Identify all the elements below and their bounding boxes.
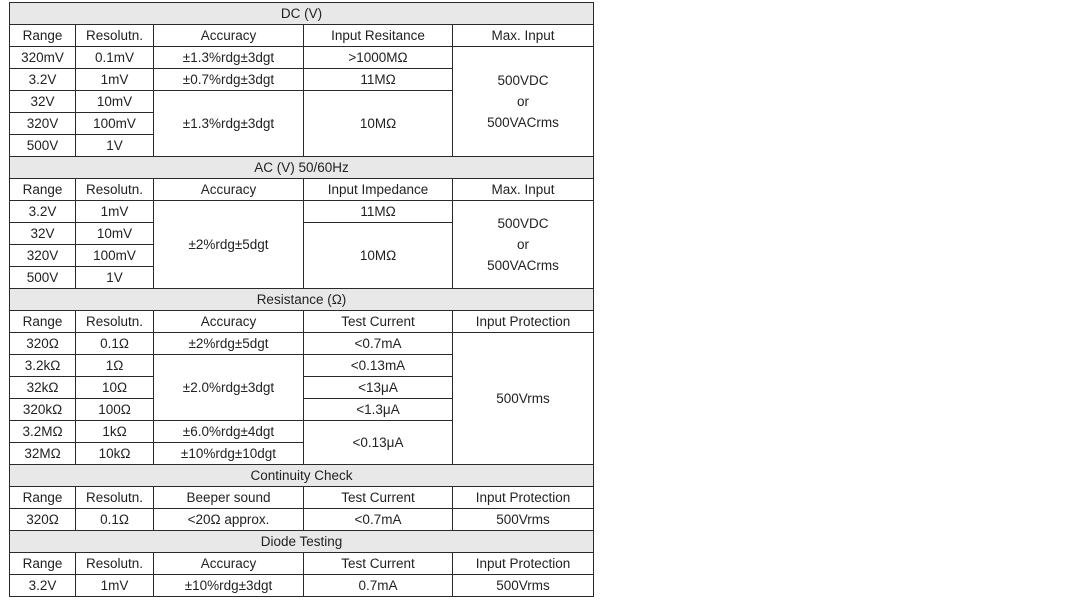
header-cell: Test Current — [304, 311, 453, 333]
range-cell: 3.2MΩ — [10, 421, 76, 443]
header-cell: Accuracy — [154, 179, 304, 201]
header-row — [10, 179, 594, 201]
test-current-cell: <1.3μA — [304, 399, 453, 421]
header-row — [10, 311, 594, 333]
resolution-cell: 10mV — [76, 223, 154, 245]
impedance-cell: 10MΩ — [304, 223, 453, 289]
header-cell: Resolutn. — [76, 311, 154, 333]
resistance-cell: 11MΩ — [304, 69, 453, 91]
header-cell: Range — [10, 553, 76, 575]
accuracy-cell: ±2%rdg±5dgt — [154, 201, 304, 289]
header-cell: Input Impedance — [304, 179, 453, 201]
header-cell: Range — [10, 311, 76, 333]
resolution-cell: 1mV — [76, 201, 154, 223]
range-cell: 500V — [10, 267, 76, 289]
section-title-row — [10, 3, 594, 25]
range-cell: 320V — [10, 113, 76, 135]
continuity-title: Continuity Check — [10, 465, 594, 487]
range-cell: 32V — [10, 91, 76, 113]
resolution-cell: 100mV — [76, 245, 154, 267]
resolution-cell: 10kΩ — [76, 443, 154, 465]
header-cell: Resolutn. — [76, 553, 154, 575]
header-cell: Range — [10, 25, 76, 47]
range-cell: 32kΩ — [10, 377, 76, 399]
resolution-cell: 1V — [76, 267, 154, 289]
accuracy-cell: ±1.3%rdg±3dgt — [154, 91, 304, 157]
input-protection-cell: 500Vrms — [453, 509, 594, 531]
test-current-cell: 0.7mA — [304, 575, 453, 597]
table-row — [10, 333, 594, 355]
header-cell: Input Protection — [453, 553, 594, 575]
range-cell: 320Ω — [10, 333, 76, 355]
header-cell: Test Current — [304, 487, 453, 509]
resolution-cell: 100mV — [76, 113, 154, 135]
impedance-cell: 11MΩ — [304, 201, 453, 223]
resolution-cell: 0.1Ω — [76, 509, 154, 531]
header-cell: Input Protection — [453, 487, 594, 509]
header-row — [10, 25, 594, 47]
accuracy-cell: ±6.0%rdg±4dgt — [154, 421, 304, 443]
test-current-cell: <0.7mA — [304, 333, 453, 355]
accuracy-cell: ±1.3%rdg±3dgt — [154, 47, 304, 69]
range-cell: 500V — [10, 135, 76, 157]
section-title-row — [10, 531, 594, 553]
range-cell: 3.2V — [10, 69, 76, 91]
max-input-cell: 500VDC or 500VACrms — [453, 201, 594, 289]
header-row — [10, 487, 594, 509]
header-cell: Input Protection — [453, 311, 594, 333]
range-cell: 320kΩ — [10, 399, 76, 421]
resolution-cell: 1mV — [76, 575, 154, 597]
spec-table — [9, 2, 594, 597]
range-cell: 320V — [10, 245, 76, 267]
input-protection-cell: 500Vrms — [453, 575, 594, 597]
range-cell: 320mV — [10, 47, 76, 69]
dc-title: DC (V) — [10, 3, 594, 25]
range-cell: 320Ω — [10, 509, 76, 531]
resolution-cell: 1V — [76, 135, 154, 157]
ac-title: AC (V) 50/60Hz — [10, 157, 594, 179]
table-row — [10, 509, 594, 531]
header-cell: Range — [10, 487, 76, 509]
beeper-cell: <20Ω approx. — [154, 509, 304, 531]
header-row — [10, 553, 594, 575]
resistance-cell: 10MΩ — [304, 91, 453, 157]
accuracy-cell: ±10%rdg±10dgt — [154, 443, 304, 465]
section-title-row — [10, 157, 594, 179]
diode-title: Diode Testing — [10, 531, 594, 553]
accuracy-cell: ±10%rdg±3dgt — [154, 575, 304, 597]
range-cell: 3.2V — [10, 201, 76, 223]
accuracy-cell: ±2%rdg±5dgt — [154, 333, 304, 355]
table-row — [10, 47, 594, 69]
header-cell: Resolutn. — [76, 487, 154, 509]
header-cell: Max. Input — [453, 179, 594, 201]
resistance-cell: >1000MΩ — [304, 47, 453, 69]
range-cell: 32V — [10, 223, 76, 245]
resolution-cell: 1Ω — [76, 355, 154, 377]
header-cell: Resolutn. — [76, 25, 154, 47]
resolution-cell: 1mV — [76, 69, 154, 91]
test-current-cell: <0.13μA — [304, 421, 453, 465]
range-cell: 3.2kΩ — [10, 355, 76, 377]
resolution-cell: 10Ω — [76, 377, 154, 399]
resolution-cell: 1kΩ — [76, 421, 154, 443]
accuracy-cell: ±2.0%rdg±3dgt — [154, 355, 304, 421]
resolution-cell: 10mV — [76, 91, 154, 113]
resistance-title: Resistance (Ω) — [10, 289, 594, 311]
resolution-cell: 100Ω — [76, 399, 154, 421]
accuracy-cell: ±0.7%rdg±3dgt — [154, 69, 304, 91]
header-cell: Max. Input — [453, 25, 594, 47]
test-current-cell: <0.13mA — [304, 355, 453, 377]
header-cell: Accuracy — [154, 553, 304, 575]
header-cell: Input Resitance — [304, 25, 453, 47]
table-row — [10, 575, 594, 597]
header-cell: Resolutn. — [76, 179, 154, 201]
table-row — [10, 201, 594, 223]
resolution-cell: 0.1Ω — [76, 333, 154, 355]
range-cell: 3.2V — [10, 575, 76, 597]
resolution-cell: 0.1mV — [76, 47, 154, 69]
header-cell: Accuracy — [154, 311, 304, 333]
header-cell: Accuracy — [154, 25, 304, 47]
test-current-cell: <0.7mA — [304, 509, 453, 531]
header-cell: Range — [10, 179, 76, 201]
input-protection-cell: 500Vrms — [453, 333, 594, 465]
section-title-row — [10, 465, 594, 487]
header-cell: Beeper sound — [154, 487, 304, 509]
range-cell: 32MΩ — [10, 443, 76, 465]
header-cell: Test Current — [304, 553, 453, 575]
max-input-cell: 500VDC or 500VACrms — [453, 47, 594, 157]
test-current-cell: <13μA — [304, 377, 453, 399]
section-title-row — [10, 289, 594, 311]
